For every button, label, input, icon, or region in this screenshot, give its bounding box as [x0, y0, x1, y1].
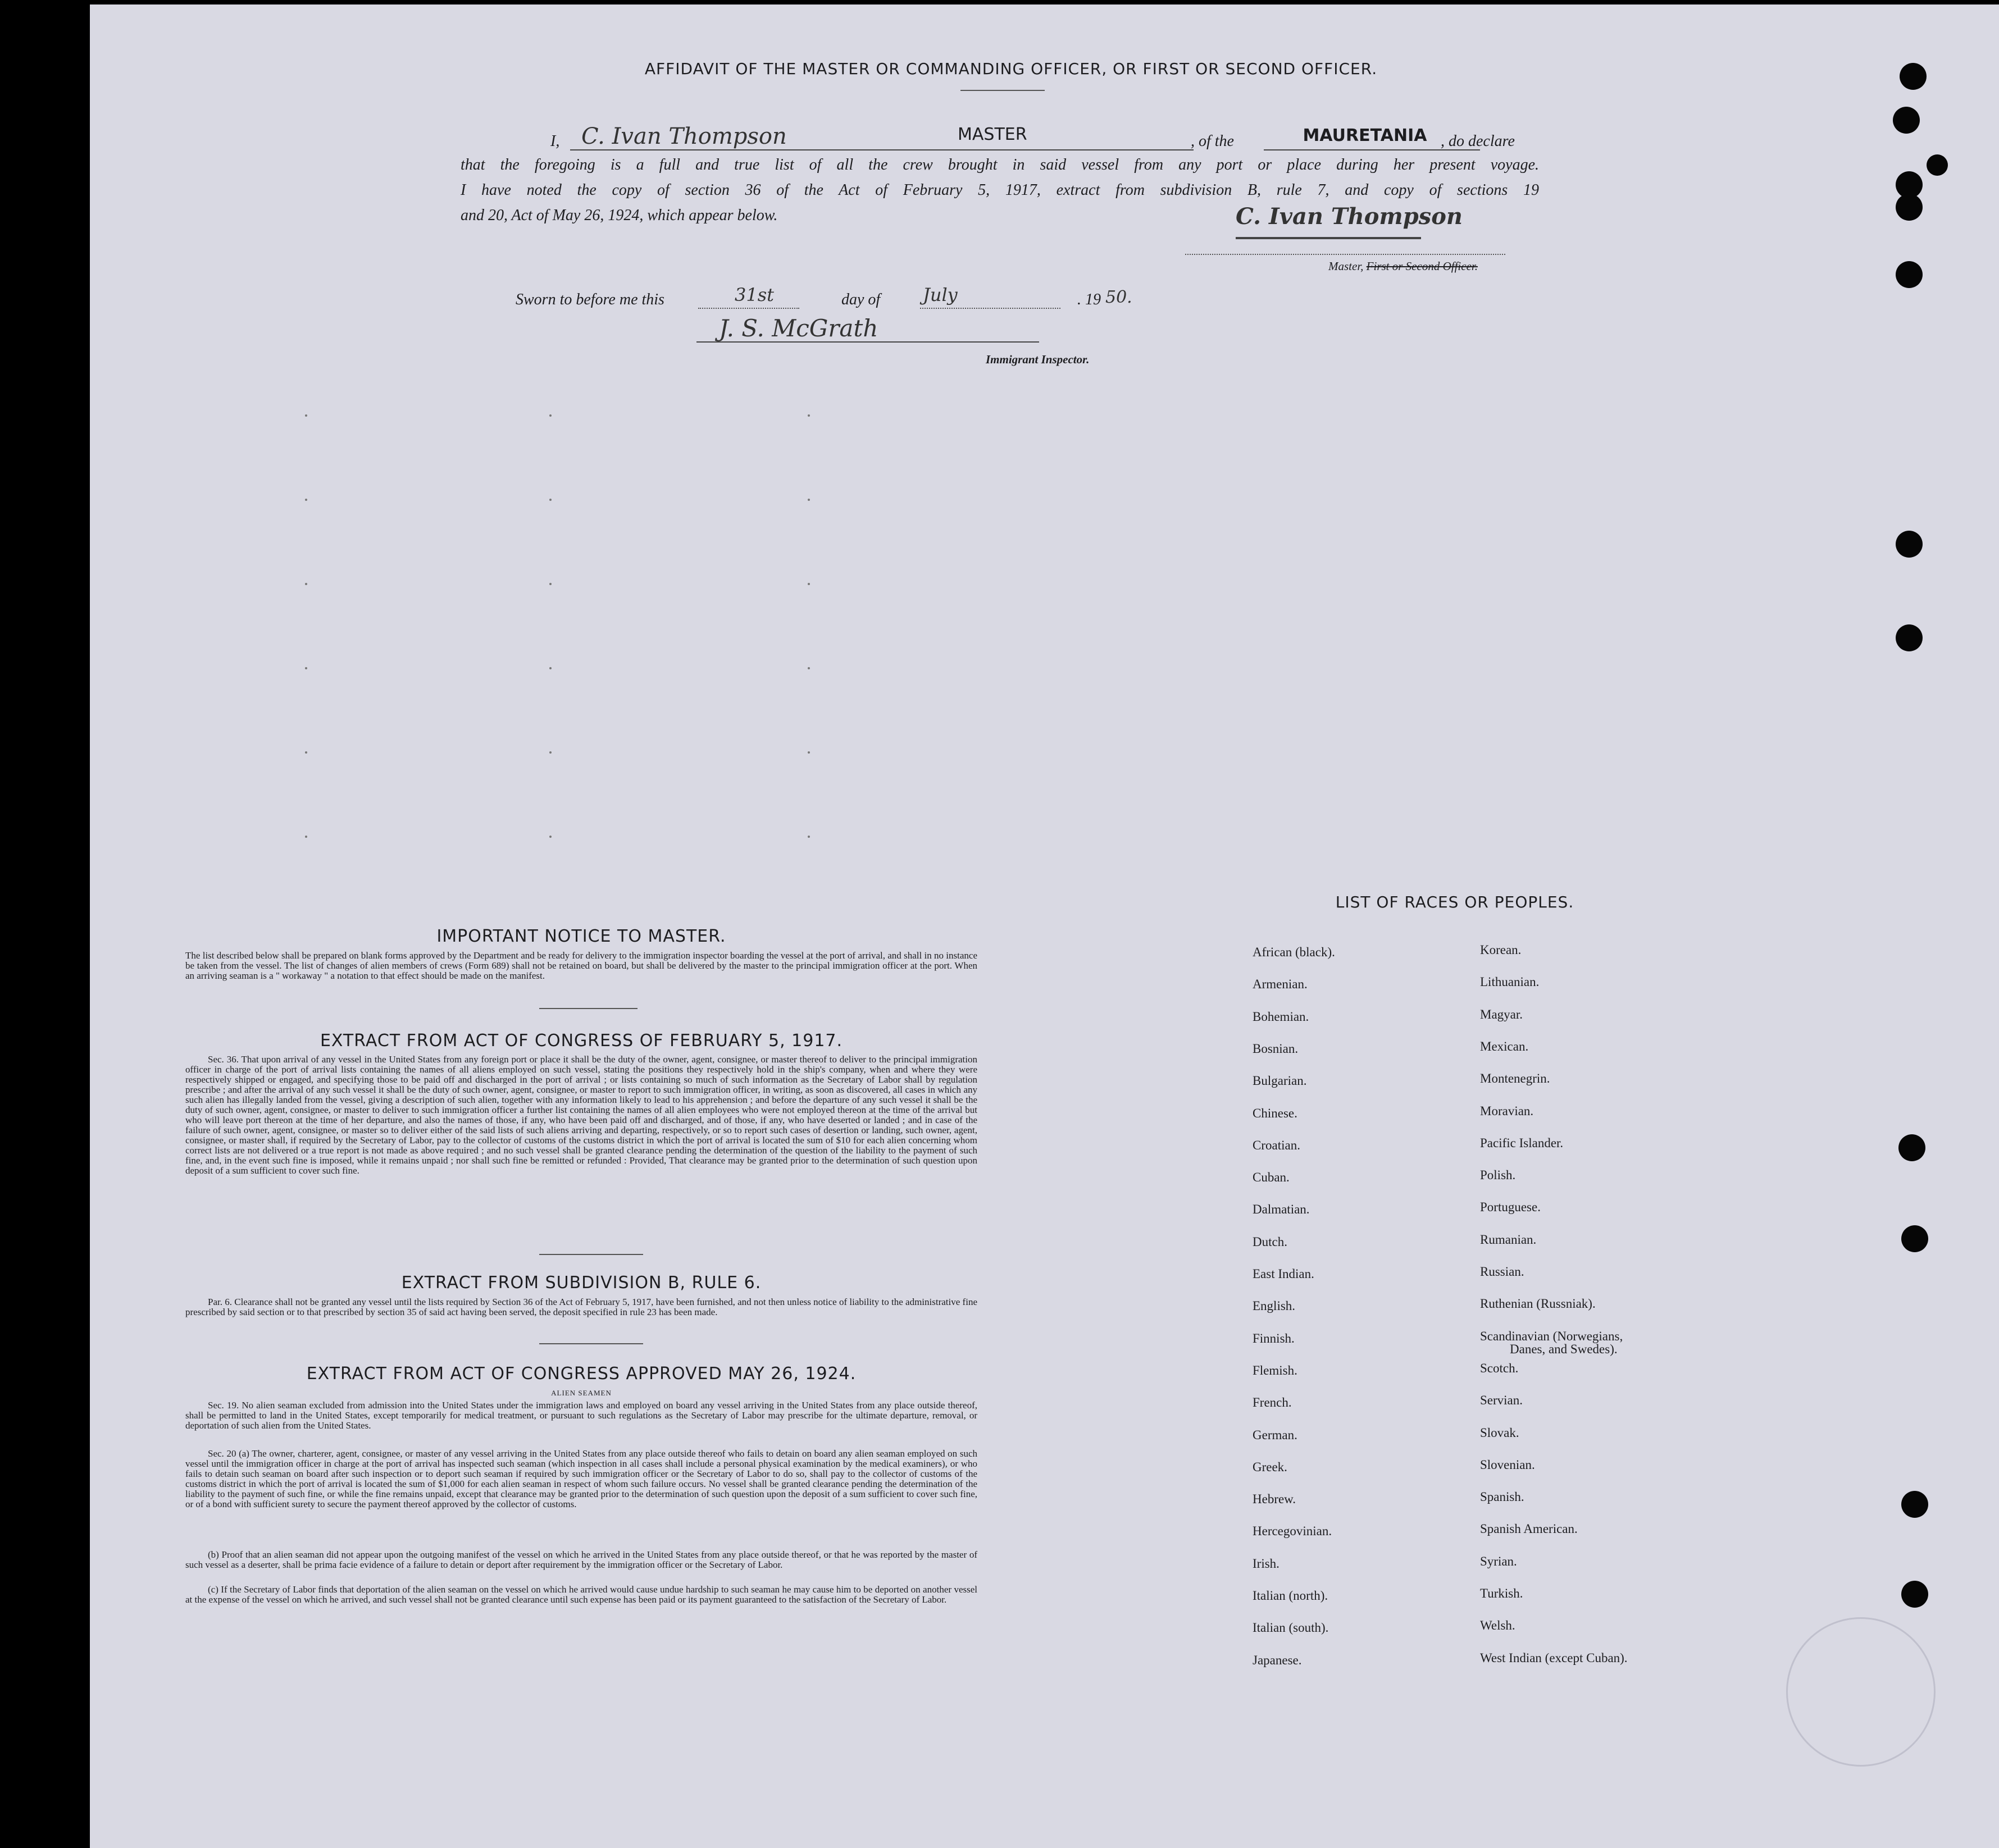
sworn-line	[516, 284, 1190, 317]
extract-1917-title: EXTRACT FROM ACT OF CONGRESS OF FEBRUARY 5, 1917.	[320, 1031, 843, 1051]
day-of-label: day of	[841, 291, 881, 308]
punch-hole	[1896, 194, 1923, 221]
race-item: Polish.	[1480, 1168, 1516, 1182]
i-prefix: I,	[550, 133, 560, 150]
race-item: Syrian.	[1480, 1554, 1517, 1568]
punch-hole	[1893, 107, 1920, 134]
master-name-line	[570, 149, 1194, 150]
race-item: East Indian.	[1253, 1267, 1314, 1281]
race-item: Moravian.	[1480, 1104, 1534, 1118]
faint-stamp	[1786, 1617, 1936, 1767]
master-signature: C. Ivan Thompson	[1236, 203, 1463, 230]
race-item: African (black).	[1253, 945, 1335, 959]
guide-dot	[808, 414, 810, 417]
race-item: Bosnian.	[1253, 1042, 1299, 1056]
race-item: Hebrew.	[1253, 1492, 1296, 1506]
affidavit-title: AFFIDAVIT OF THE MASTER OR COMMANDING OFFICER, OR FIRST OR SECOND OFFICER.	[644, 60, 1378, 78]
guide-dot	[305, 499, 307, 501]
rule6-title: EXTRACT FROM SUBDIVISION B, RULE 6.	[401, 1273, 762, 1293]
race-item: Armenian.	[1253, 977, 1308, 991]
punch-hole	[1900, 63, 1927, 90]
do-declare-label: , do declare	[1441, 133, 1515, 150]
guide-dot	[549, 414, 552, 417]
race-item: West Indian (except Cuban).	[1480, 1651, 1628, 1665]
race-item: Italian (south).	[1253, 1621, 1329, 1635]
guide-dot	[549, 499, 552, 501]
guide-dot	[549, 751, 552, 754]
extract-1917-body: Sec. 36. That upon arrival of any vessel in the United States from any foreign port or place it shall be the duty of the owner, agent, consignee, or master thereof to deliver to the principal immigration officer in charge of the port of arrival lists containing the names of all aliens employed on such vessel, stating the positions they respectively hold in the ship's company, when and where they were respectively shipped or engaged, and specifying those to be paid off and discharged in the port of arrival ; or lists containing so much of such information as the Secretary of Labor shall by regulation prescribe ; and after the arrival of any such vessel it shall be the duty of such owner, agent, consignee, or master to report to such immigration officer, in writing, as soon as discovered, all cases in which any such alien has illegally landed from the vessel, giving a description of such alien, together with any information likely to lead to his apprehension ; and before the departure of any such vessel it shall be the duty of such owner, agent, consignee, or master to deliver to such immigration officer a further list containing the names of all alien employees who were not employed thereon at the time of the arrival but who will leave port thereon at the time of her departure, and also the names of those, if any, who have been paid off and discharged, and of those, if any, who have deserted or landed ; and in case of the failure of such owner, agent, consignee, or master so to deliver either of the said lists of such aliens arriving and departing, respectively, or so to report such cases of desertion or landing, such owner, agent, consignee, or master shall, if required by the Secretary of Labor, pay to the collector of customs of the customs district in which the port of arrival is located the sum of $10 for each alien concerning whom correct lists are not delivered or a true report is not made as above required ; and no such vessel shall be granted clearance pending the determination of the question of the liability to the payment of such fine, and, in the event such fine is imposed, while it remains unpaid ; nor shall such fine be remitted or refunded : Provided, That clearance may be granted prior to the determination of such question upon deposit of a sum sufficient to cover such fine.	[185, 1054, 977, 1176]
extract-1924-title: EXTRACT FROM ACT OF CONGRESS APPROVED MAY 26, 1924.	[306, 1364, 857, 1384]
race-item: Servian.	[1480, 1393, 1523, 1407]
guide-dot	[549, 583, 552, 585]
race-item: Pacific Islander.	[1480, 1136, 1564, 1150]
notice-rule	[539, 1008, 638, 1009]
signature-caption	[1328, 259, 1478, 273]
race-scandinavian-continued: Danes, and Swedes).	[1510, 1342, 1618, 1356]
races-title: LIST OF RACES OR PEOPLES.	[1335, 893, 1574, 911]
race-item: Japanese.	[1253, 1653, 1302, 1667]
guide-dot	[808, 751, 810, 754]
of-the-label: , of the	[1191, 133, 1234, 150]
race-item: Ruthenian (Russniak).	[1480, 1297, 1596, 1311]
race-item: Slovak.	[1480, 1426, 1519, 1440]
rule6-body: Par. 6. Clearance shall not be granted any vessel until the lists required by Section 36 of the Act of February 5, 1917, have been furnished, and not then unless notice of liability to the administrative fine prescribed by said section or to that prescribed by section 35 of said act having been served, the deposit specified in rule 23 has been made.	[185, 1297, 977, 1317]
guide-dot	[808, 499, 810, 501]
race-item: Dutch.	[1253, 1235, 1287, 1249]
guide-dot	[305, 836, 307, 838]
extract-1924-sec20b: (b) Proof that an alien seaman did not appear upon the outgoing manifest of the vessel on which he arrived in the United States from any place outside thereof, or that he was reported by the master of such vessel as a deserter, shall be prima facie evidence of a failure to detain or deport after requirement by the immigration officer or the Secretary of Labor.	[185, 1549, 977, 1570]
race-item: Finnish.	[1253, 1331, 1295, 1345]
master-signature-underline	[1236, 237, 1421, 239]
vessel-name: MAURETANIA	[1303, 126, 1427, 145]
race-item: Croatian.	[1253, 1138, 1300, 1152]
race-item: Spanish American.	[1480, 1522, 1578, 1536]
affidavit-line1	[461, 125, 1561, 153]
race-item: Flemish.	[1253, 1363, 1297, 1377]
caption-struck: First or Second Officer.	[1366, 259, 1478, 273]
extract-1924-sec20c: (c) If the Secretary of Labor finds that deportation of the alien seaman on the vessel on which he arrived would cause undue hardship to such seaman he may cause him to be deported on another vessel at the expense of the vessel on which he arrived, and such vessel shall not be granted clearance until such expense has been paid or its payment guaranteed to the satisfaction of the Secretary of Labor.	[185, 1584, 977, 1605]
race-item: French.	[1253, 1395, 1292, 1409]
notice-title: IMPORTANT NOTICE TO MASTER.	[436, 927, 726, 946]
inspector-caption: Immigrant Inspector.	[986, 353, 1090, 366]
guide-dot	[305, 667, 307, 669]
extract-1924-sec20a: Sec. 20 (a) The owner, charterer, agent, consignee, or master of any vessel arriving in the United States from any place outside thereof who fails to detain on board any alien seaman employed on such vessel until the immigration officer in charge at the port of arrival has inspected such seaman (which inspection in all cases shall include a personal physical examination by the medical examiners), or who fails to detain such seaman on board after such inspection or to deport such seaman if required by such immigration officer or the Secretary of Labor to do so, shall pay to the collector of customs of the customs district in which the port of arrival is located the sum of $1,000 for each alien seaman in respect of whom such failure occurs. No vessel shall be granted clearance pending the determination of the liability to the payment of such fine, or while the fine remains unpaid, except that clearance may be granted prior to the determination of such question upon the deposit of a sum sufficient to cover such fine, or of a bond with sufficient surety to secure the payment thereof approved by the collector of customs.	[185, 1448, 977, 1509]
race-item: German.	[1253, 1428, 1297, 1442]
race-item: Portuguese.	[1480, 1200, 1541, 1214]
race-item: Montenegrin.	[1480, 1071, 1550, 1085]
race-item: Rumanian.	[1480, 1233, 1537, 1247]
punch-hole	[1898, 1134, 1925, 1161]
race-item: Scotch.	[1480, 1361, 1519, 1375]
race-item: Welsh.	[1480, 1618, 1515, 1632]
race-item: Dalmatian.	[1253, 1202, 1310, 1216]
caption-master: Master,	[1328, 259, 1364, 273]
race-item: Bohemian.	[1253, 1010, 1309, 1024]
race-item: Italian (north).	[1253, 1589, 1328, 1603]
sworn-day: 31st	[735, 284, 774, 305]
extract-1924-sec19: Sec. 19. No alien seaman excluded from admission into the United States under the immigration laws and employed on board any vessel arriving in the United States from any place outside thereof, shall be permitted to land in the United States, except temporarily for medical treatment, or pursuant to such regulations as the Secretary of Labor may prescribe for the ultimate departure, removal, or deportation of such alien from the United States.	[185, 1400, 977, 1431]
master-name: C. Ivan Thompson	[581, 124, 787, 149]
race-item: Mexican.	[1480, 1039, 1529, 1053]
race-item: Hercegovinian.	[1253, 1524, 1332, 1538]
sworn-month-line	[920, 308, 1060, 309]
punch-hole	[1927, 154, 1948, 176]
guide-dot	[808, 667, 810, 669]
race-item: Lithuanian.	[1480, 975, 1540, 989]
year-suffix: 50.	[1105, 288, 1132, 307]
race-item: Irish.	[1253, 1557, 1279, 1571]
punch-hole	[1896, 261, 1923, 288]
affidavit-body-line3: and 20, Act of May 26, 1924, which appear below.	[461, 207, 778, 224]
sworn-day-line	[698, 308, 799, 309]
affidavit-body-line1: that the foregoing is a full and true list of all the crew brought in said vessel from any port or place during her present voyage.	[461, 156, 1539, 174]
sworn-month: July	[923, 284, 958, 305]
punch-hole	[1896, 624, 1923, 651]
punch-hole	[1901, 1581, 1928, 1608]
race-item: Russian.	[1480, 1265, 1524, 1279]
guide-dot	[305, 414, 307, 417]
notice-body: The list described below shall be prepared on blank forms approved by the Department and be ready for delivery to the immigration inspector boarding the vessel at the port of arrival, and shall in no instance be taken from the vessel. The list of changes of alien members of crews (Form 689) shall not be retained on board, but shall be delivered by the master to the principal immigration officer at the port. When an arriving seaman is a " workaway " a notation to that effect should be made on the manifest.	[185, 950, 977, 981]
race-item: Spanish.	[1480, 1490, 1524, 1504]
race-item: Magyar.	[1480, 1007, 1523, 1021]
extract-1917-rule	[539, 1254, 643, 1255]
punch-hole	[1896, 531, 1923, 558]
rank: MASTER	[958, 125, 1027, 144]
race-item: Chinese.	[1253, 1106, 1297, 1120]
extract-1924-subtitle: ALIEN SEAMEN	[551, 1389, 612, 1397]
year-prefix: . 19	[1077, 291, 1101, 308]
race-item: Bulgarian.	[1253, 1074, 1307, 1088]
guide-dot	[305, 583, 307, 585]
race-item: Scandinavian (Norwegians,	[1480, 1329, 1623, 1343]
title-rule	[960, 90, 1045, 91]
race-item: Turkish.	[1480, 1586, 1523, 1600]
race-item: Greek.	[1253, 1460, 1287, 1474]
rule6-rule	[539, 1343, 643, 1344]
signature-line	[1185, 254, 1505, 255]
punch-hole	[1901, 1491, 1928, 1518]
inspector-signature: J. S. McGrath	[719, 314, 878, 342]
guide-dot	[808, 836, 810, 838]
race-item: Slovenian.	[1480, 1458, 1535, 1472]
guide-dot	[305, 751, 307, 754]
guide-dot	[808, 583, 810, 585]
guide-dot	[549, 667, 552, 669]
sworn-prefix: Sworn to before me this	[516, 291, 664, 308]
race-item: Cuban.	[1253, 1170, 1290, 1184]
race-item: Korean.	[1480, 943, 1522, 957]
guide-dot	[549, 836, 552, 838]
affidavit-body-line2: I have noted the copy of section 36 of the Act of February 5, 1917, extract from subdivision B, rule 7, and copy of sections 19	[461, 181, 1539, 199]
punch-hole	[1901, 1225, 1928, 1252]
inspector-line	[696, 341, 1039, 343]
race-item: English.	[1253, 1299, 1296, 1313]
